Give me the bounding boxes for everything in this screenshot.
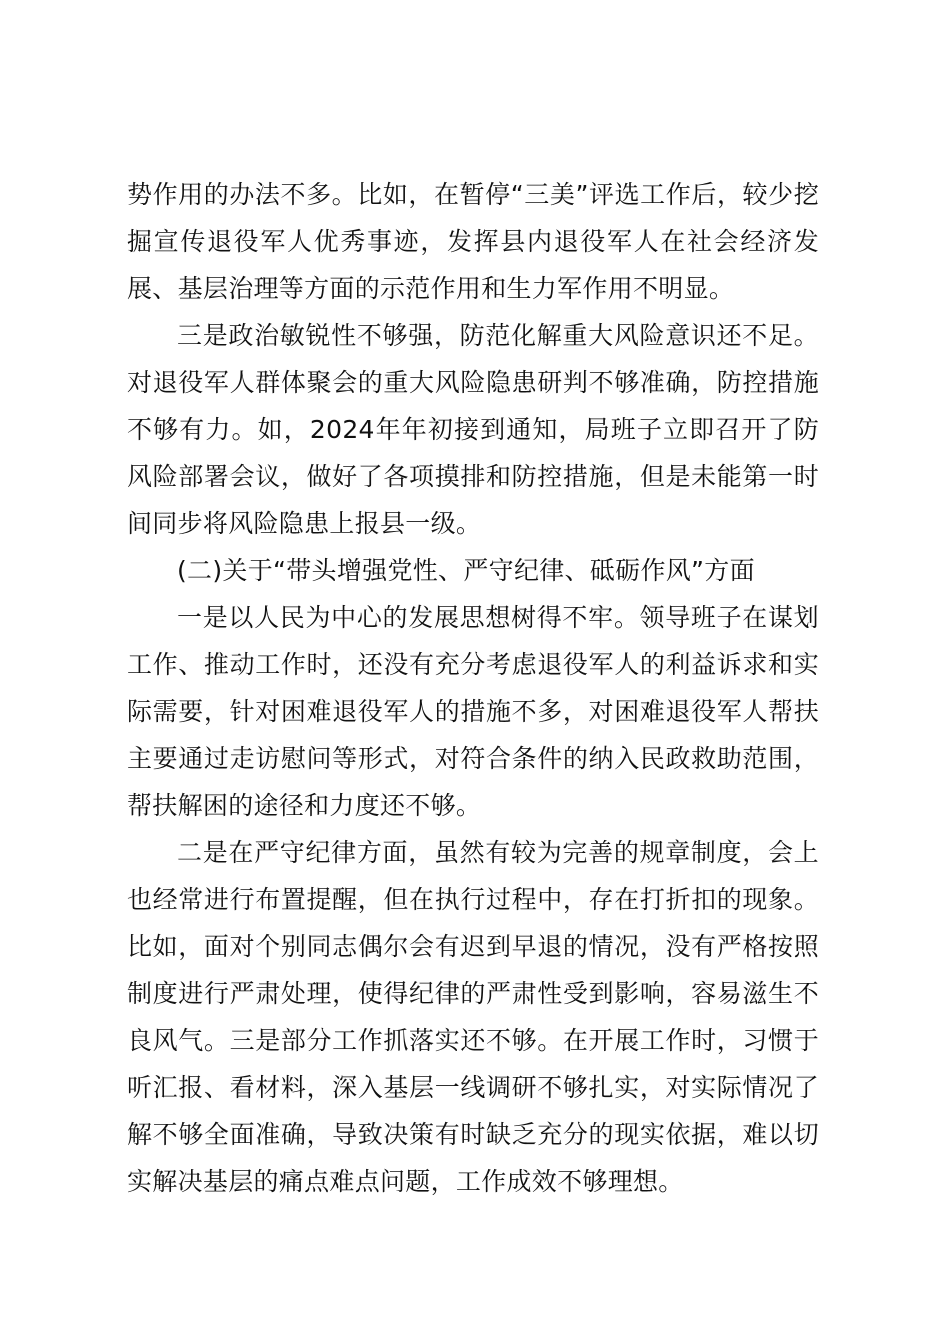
paragraph-people-centered: 一是以人民为中心的发展思想树得不牢。领导班子在谋划工作、推动工作时，还没有充分考虑退役军人的利益诉求和实际需要，针对困难退役军人的措施不多，对困难退役军人帮扶主要通过走访慰问等形式，对符合条件的纳入民政救助范围，帮扶解困的途径和力度还不够。 <box>127 603 819 820</box>
section-heading: (二)关于“带头增强党性、严守纪律、砥砺作风”方面 <box>177 556 755 585</box>
paragraph-discipline: 二是在严守纪律方面，虽然有较为完善的规章制度，会上也经常进行布置提醒，但在执行过程中，存在打折扣的现象。比如，面对个别同志偶尔会有迟到早退的情况，没有严格按照制度进行严肃处理，使得纪律的严肃性受到影响，容易滋生不良风气。三是部分工作抓落实还不够。在开展工作时，习惯于听汇报、看材料，深入基层一线调研不够扎实，对实际情况了解不够全面准确，导致决策有时缺乏充分的现实依据，难以切实解决基层的痛点难点问题，工作成效不够理想。 <box>127 838 819 1196</box>
document-body <box>127 171 819 1205</box>
paragraph-political-sensitivity: 三是政治敏锐性不够强，防范化解重大风险意识还不足。对退役军人群体聚会的重大风险隐患研判不够准确，防控措施不够有力。如，2024年年初接到通知，局班子立即召开了防风险部署会议，做好了各项摸排和防控措施，但是未能第一时间同步将风险隐患上报县一级。 <box>127 321 819 538</box>
paragraph-continuation: 势作用的办法不多。比如，在暂停“三美”评选工作后，较少挖掘宣传退役军人优秀事迹，发挥县内退役军人在社会经济发展、基层治理等方面的示范作用和生力军作用不明显。 <box>127 180 819 303</box>
